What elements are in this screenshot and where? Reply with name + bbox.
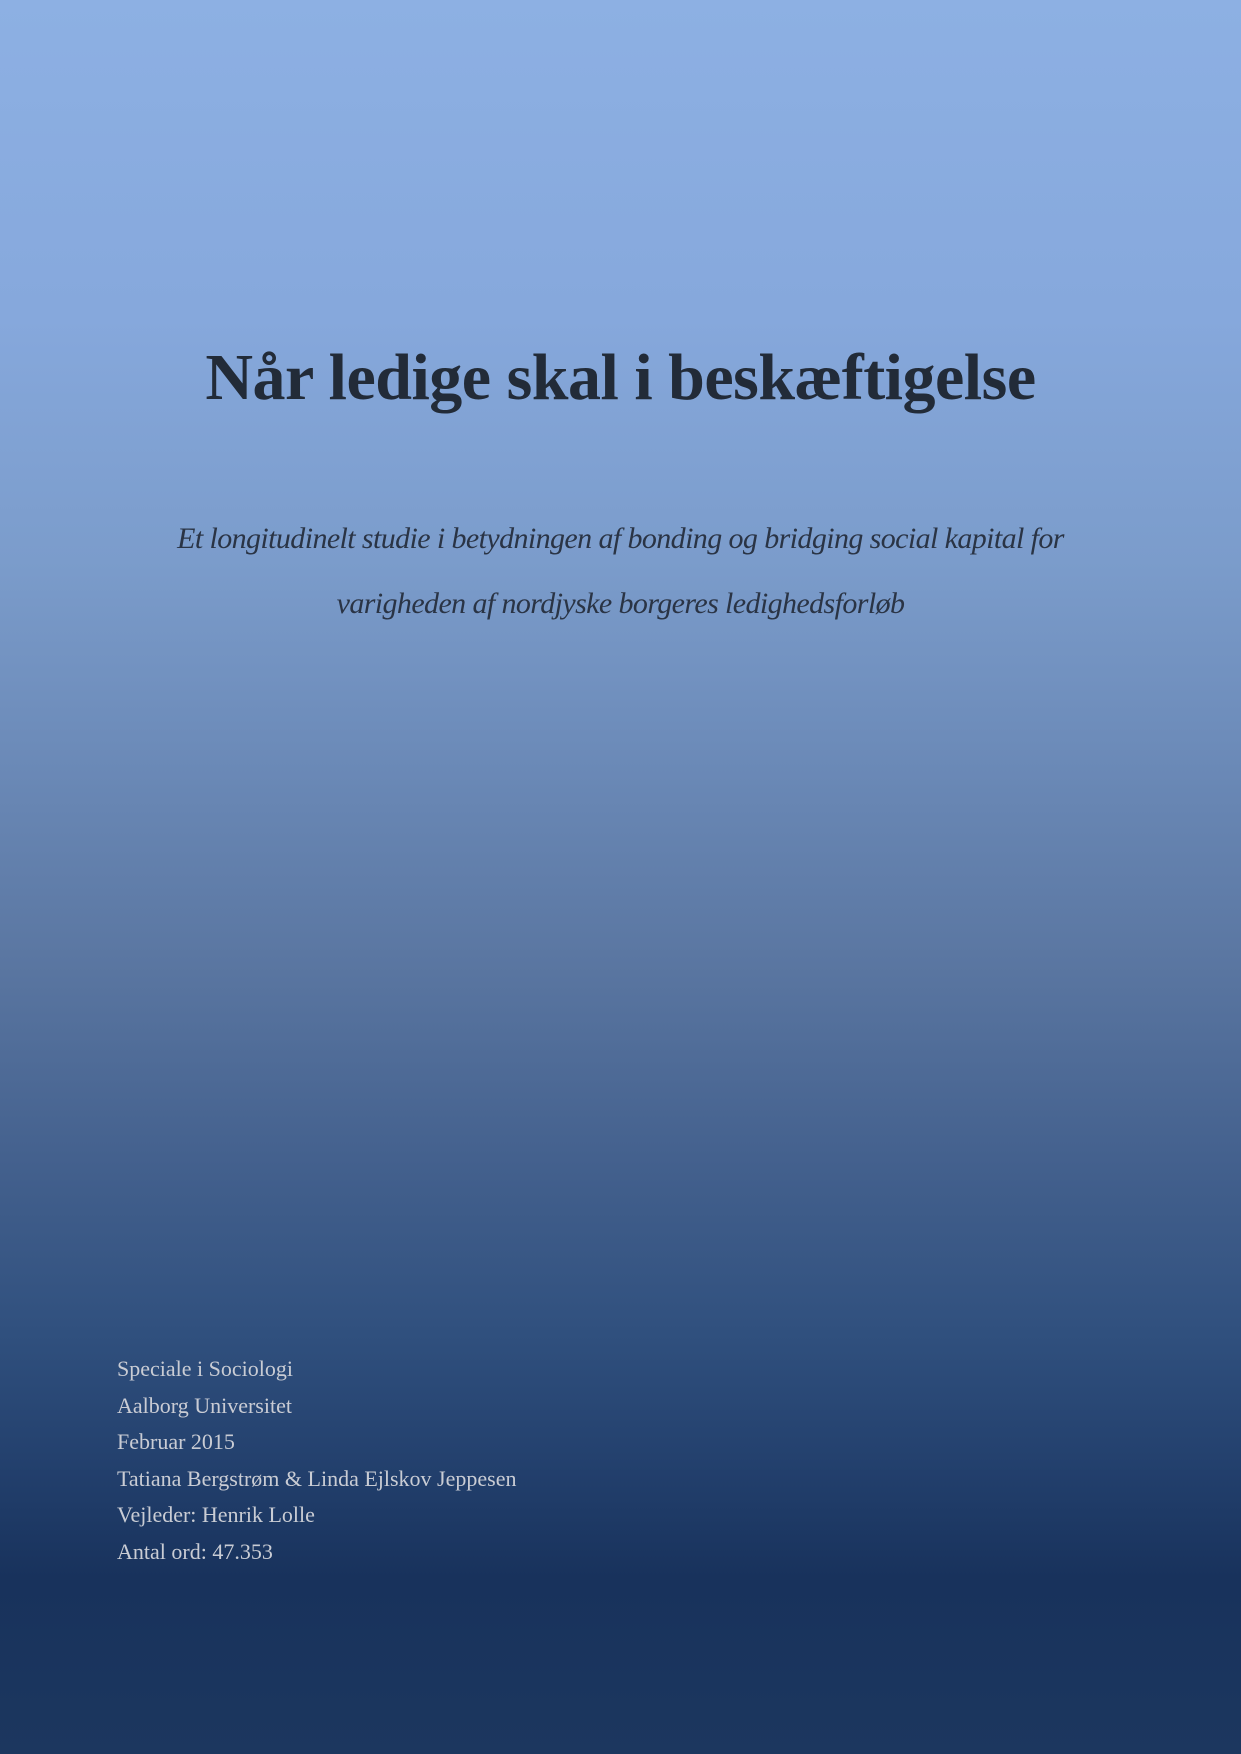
supervisor: Vejleder: Henrik Lolle <box>117 1502 315 1527</box>
subtitle-line-2: varigheden af nordjyske borgeres ledighedsforløb <box>336 587 905 620</box>
subtitle-line-1: Et longitudinelt studie i betydningen af bonding og bridging social kapital for <box>177 522 1064 555</box>
word-count: Antal ord: 47.353 <box>117 1538 273 1564</box>
date: Februar 2015 <box>117 1429 235 1454</box>
cover-info-block <box>117 1351 516 1570</box>
thesis-type: Speciale i Sociologi <box>117 1356 293 1381</box>
university: Aalborg Universitet <box>117 1392 292 1418</box>
authors: Tatiana Bergstrøm & Linda Ejlskov Jeppesen <box>117 1465 517 1491</box>
document-title: Når ledige skal i beskæftigelse <box>205 341 1036 414</box>
